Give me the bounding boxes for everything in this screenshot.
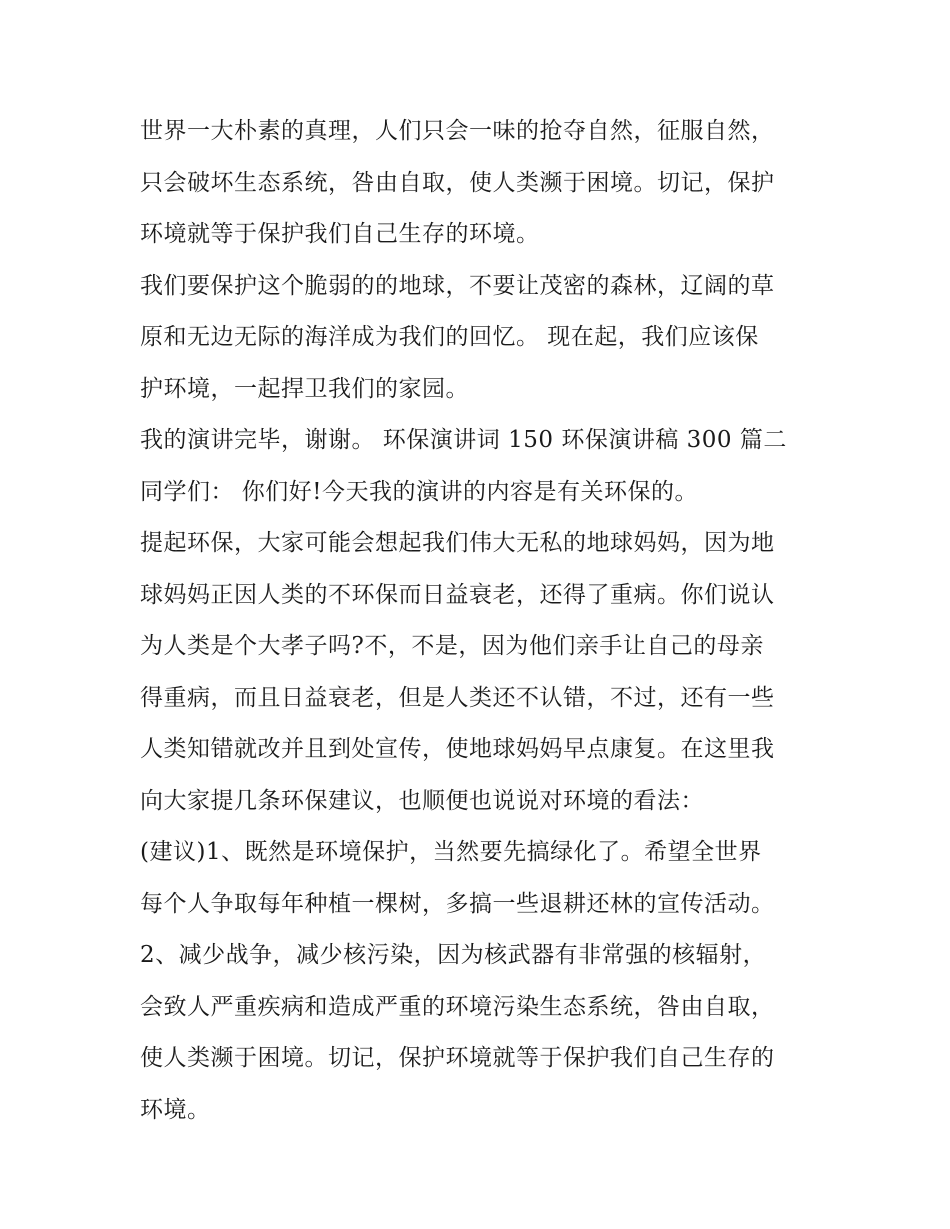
text-line: 世界一大朴素的真理，人们只会一味的抢夺自然，征服自然， [140, 118, 775, 144]
text-line: 只会破坏生态系统，咎由自取，使人类濒于困境。切记，保护 [140, 169, 775, 196]
text-line: 环境就等于保护我们自己生存的环境。 [140, 221, 540, 247]
text-line: 得重病，而且日益衰老，但是人类还不认错，不过，还有一些 [140, 684, 775, 711]
text-line: 同学们： 你们好!今天我的演讲的内容是有关环保的。 [140, 478, 699, 505]
text-line: 2、减少战争，减少核污染，因为核武器有非常强的核辐射， [140, 942, 767, 968]
text-line: 为人类是个大孝子吗?不，不是，因为他们亲手让自己的母亲 [140, 633, 764, 659]
document-body-text [140, 106, 820, 1136]
text-line: 提起环保，大家可能会想起我们伟大无私的地球妈妈，因为地 [140, 530, 775, 556]
text-line: 环境。 [140, 1096, 211, 1123]
text-line: 我们要保护这个脆弱的的地球，不要让茂密的森林，辽阔的草 [140, 272, 775, 299]
text-line: 会致人严重疾病和造成严重的环境污染生态系统，咎由自取， [140, 993, 775, 1020]
text-line: 原和无边无际的海洋成为我们的回忆。 现在起，我们应该保 [140, 324, 759, 350]
text-line: 护环境，一起捍卫我们的家园。 [140, 375, 469, 402]
text-line: 我的演讲完毕，谢谢。 环保演讲词 150 环保演讲稿 300 篇二 [140, 427, 787, 453]
text-line: 每个人争取每年种植一棵树，多搞一些退耕还林的宣传活动。 [140, 890, 775, 917]
text-line: 球妈妈正因人类的不环保而日益衰老，还得了重病。你们说认 [140, 581, 775, 608]
text-line: 向大家提几条环保建议，也顺便也说说对环境的看法： [140, 787, 704, 814]
text-line: (建议)1、既然是环境保护，当然要先搞绿化了。希望全世界 [140, 839, 762, 865]
text-line: 使人类濒于困境。切记，保护环境就等于保护我们自己生存的 [140, 1045, 775, 1071]
text-line: 人类知错就改并且到处宣传，使地球妈妈早点康复。在这里我 [140, 736, 775, 762]
